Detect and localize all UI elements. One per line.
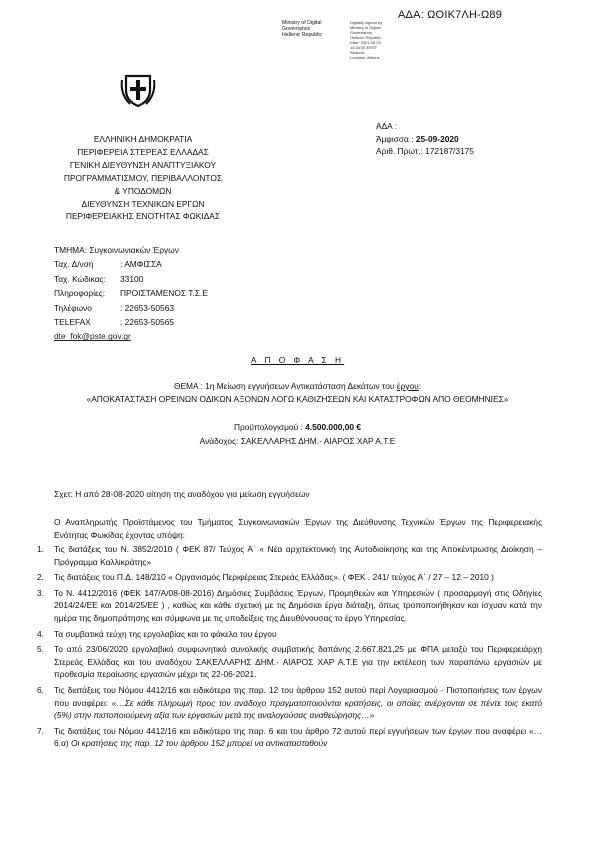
budget-value: 4.500.000,00 € — [305, 422, 362, 432]
fax-value: : 22653-50565 — [120, 317, 175, 328]
item-number: 5. — [37, 644, 44, 655]
authority-line: ΠΡΟΓΡΑΜΜΑΤΙΣΜΟΥ, ΠΕΡΙΒΑΛΛΟΝΤΟΣ — [63, 172, 223, 183]
postcode-row — [54, 272, 208, 286]
item-text: Τις διατάξεις του Νόμου 4412/16 και ειδικότερα της παρ. 12 του άρθρου 152 αυτού περί Λογαριασμού - Πιστοποιήσεις των έργων που αναφέρει: — [54, 684, 542, 708]
info-value: ΠΡΟΙΣΤΑΜΕΝΟΣ Τ.Σ.Ε — [120, 288, 208, 299]
item-text: Το από 23/06/2020 εργολαβικό συμφωνητικό συνολικής συμβατικής δαπάνης 2.667.821,25 με ΦΠΑ μεταξύ του Περιφερειάρχη Στερεάς Ελλάδας και του αναδόχου ΣΑΚΕΛΛΑΡΗΣ ΔΗΜ.- ΑΙΑΡΟΣ ΧΑΡ Α.Τ.Ε για την εκτέλεση των παραπάνω εργασιών με προθεσμία περαίωσης εργασιών μέχρι τις 22-06-2021. — [54, 644, 542, 680]
budget-block — [0, 420, 595, 448]
signature-detail-line: Ministry of Digital — [350, 25, 381, 30]
authority-line: ΔΙΕΥΘΥΝΣΗ ΤΕΧΝΙΚΩΝ ΕΡΓΩΝ — [81, 198, 205, 209]
subject-line — [0, 380, 595, 393]
item-number: 7. — [37, 725, 44, 736]
signature-detail-line: Reason: — [350, 50, 365, 55]
authority-line: ΠΕΡΙΦΕΡΕΙΑ ΣΤΕΡΕΑΣ ΕΛΛΑΔΑΣ — [77, 146, 209, 157]
signature-ministry-line: Governance — [282, 26, 311, 33]
date-row — [376, 133, 474, 146]
item-text: Τις διατάξεις του Νόμου 4412/16 και ειδικότερα της παρ. 6 και του άρθρο 72 αυτού περί εγγυήσεων των έργων που αναφέρει «…6.α) — [54, 725, 542, 749]
phone-row — [54, 301, 208, 315]
subject-prefix: ΘΕΜΑ : 1η Μείωση εγγυήσεων Αντικατάσταση Δεκάτων του — [173, 381, 397, 391]
department: ΤΜΗΜΑ: Συγκοινωνιακών Έργων — [54, 245, 179, 255]
list-item — [37, 684, 542, 722]
reference-block — [376, 120, 474, 158]
item-text: Τις διατάξεις του Π.Δ. 148/210 « Οργανισμός Περιφέρειας Στερεάς Ελλάδας». ( ΦΕΚ . 241/ τεύχος Α΄ / 27 – 12 – 2010 ) — [54, 572, 494, 583]
fax-row — [54, 315, 208, 329]
subject-block — [0, 380, 595, 405]
date-value: 25-09-2020 — [415, 133, 459, 144]
ada-stamp: ΑΔΑ: ΩΟΙΚ7ΛΗ-Ω89 — [398, 9, 503, 21]
authority-line: ΓΕΝΙΚΗ ΔΙΕΥΘΥΝΣΗ ΑΝΑΠΤΥΞΙΑΚΟΥ — [69, 159, 217, 170]
email-link[interactable]: dte_fok@pste.gov.gr — [54, 331, 131, 342]
item-number: 4. — [37, 628, 44, 639]
address-row — [54, 257, 208, 271]
reference-note: Σχετ: Η από 28-08-2020 αίτηση της αναδόχου για μείωση εγγυήσεων — [54, 489, 310, 499]
signature-detail-line: Date: 2021.06.29 — [350, 40, 381, 45]
signature-detail-line: Digitally signed by — [350, 20, 383, 25]
authority-line: ΠΕΡΙΦΕΡΕΙΑΚΗΣ ΕΝΟΤΗΤΑΣ ΦΩΚΙΔΑΣ — [65, 211, 221, 222]
ada-label: ΑΔΑ : — [376, 121, 397, 131]
date-label: Άμφισσα : — [376, 133, 416, 144]
signature-details — [350, 20, 382, 60]
intro-paragraph: Ο Αναπληρωτής Προϊστάμενος του Τμήματος Συγκοινωνιακών Έργων της Διεύθυνσης Τεχνικών Έργων της Περιφερειακής Ενότητας Φωκίδας έχοντας υπόψη: — [54, 517, 542, 540]
item-number: 6. — [37, 684, 44, 695]
subject-suffix: : — [418, 381, 422, 391]
phone-value: : 22653-50563 — [120, 302, 175, 313]
phone-label: Τηλέφωνο — [54, 302, 92, 313]
item-text: Τα συμβατικά τεύχη της εργολαβίας και το φάκελο του έργου — [54, 628, 277, 639]
contact-block — [54, 243, 208, 344]
item-number: 2. — [37, 572, 44, 583]
item-text: Το Ν. 4412/2016 (ΦΕΚ 147/Α/08-08-2016) Δημόσιες Συμβάσεις Έργων, Προμηθειών και Υπηρεσιών ( προσαρμογή στις Οδηγίες 2014/24/ΕΕ και 2014/25/ΕΕ ) , καθώς και κάθε σχετική με τις Δημόσιαι έργα διάταξη, όπως τροποποιήθηκαν και ίσχυαν κατά την ημέρα της δημοπράτησης και σύμφωνα με τις υποδείξεις της Διευθύνουσας το έργο Υπηρεσίας. — [54, 587, 542, 623]
item-number: 3. — [37, 587, 44, 598]
authority-header — [48, 133, 238, 223]
item-text: Τις διατάξεις του Ν. 3852/2010 ( ΦΕΚ 87/ Τεύχος Α΄ « Νέα αρχιτεκτονική της Αυτοδιοίκησης και της Αποκέντρωσης Διοίκηση – Πρόγραμμα Καλλικράτης» — [54, 544, 542, 567]
authority-line: ΕΛΛΗΝΙΚΗ ΔΗΜΟΚΡΑΤΙΑ — [93, 134, 193, 144]
item-number: 1. — [37, 544, 44, 554]
protocol-number: Αριθ. Πρωτ.: 172187/3175 — [376, 146, 474, 157]
info-label: Πληροφορίες: — [54, 288, 106, 299]
subject-underlined: έργου — [396, 381, 419, 391]
postcode-value: 33100 — [120, 273, 144, 284]
signature-detail-line: Governance, — [350, 30, 373, 35]
list-item — [37, 643, 542, 681]
signature-ministry-line: Hellenic Republic — [282, 32, 323, 39]
project-title: «ΑΠΟΚΑΤΑΣΤΑΣΗ ΟΡΕΙΝΩΝ ΟΔΙΚΩΝ ΑΞΟΝΩΝ ΛΟΓΩ ΚΑΘΙΖΗΣΕΩΝ ΚΑΙ ΚΑΤΑΣΤΡΟΦΩΝ ΑΠΟ ΘΕΟΜΗΝΙΕΣ» — [86, 393, 509, 404]
address-value: : ΑΜΦΙΣΣΑ — [120, 259, 162, 270]
list-item — [37, 725, 542, 750]
list-item — [37, 587, 542, 625]
info-row — [54, 286, 208, 300]
signature-ministry — [282, 20, 322, 39]
budget-row — [0, 420, 595, 434]
postcode-label: Ταχ. Κώδικας: — [54, 273, 106, 284]
signature-ministry-line: Ministry of Digital — [282, 20, 322, 26]
signature-detail-line: 16:34:55 EEST — [350, 45, 378, 50]
contractor: Ανάδοχος: ΣΑΚΕΛΛΑΡΗΣ ΔΗΜ.- ΑΙΑΡΟΣ ΧΑΡ Α.Τ.Ε — [199, 436, 396, 447]
email-row — [54, 329, 208, 343]
list-item — [37, 571, 542, 584]
authority-line: & ΥΠΟΔΟΜΩΝ — [114, 185, 172, 196]
address-label: Ταχ. Δ/νση — [54, 259, 94, 270]
budget-label: Προϋπολογισμού : — [233, 422, 306, 432]
signature-detail-line: Hellenic Republic — [350, 35, 381, 40]
greek-coat-of-arms-icon — [120, 70, 156, 108]
document-title: Α Π Ο Φ Α Σ Η — [250, 355, 345, 365]
considerations-list — [37, 543, 542, 753]
fax-label: TELEFAX — [54, 317, 91, 328]
signature-detail-line: Location: Athens — [350, 55, 380, 60]
item-quote: Οι κρατήσεις της παρ. 12 του άρθρου 152 μπορεί να αντικατασταθούν — [70, 738, 328, 749]
list-item — [37, 628, 542, 641]
item-quote: «…Σε κάθε πληρωμή προς τον ανάδοχο πραγματοποιούνται κρατήσεις, οι οποίες ανέρχονται σε πέντε τοις εκατό (5%) στην πιστοποιούμενη αξία των εργασιών μετά της αναλογούσας αναθεώρησης…» — [54, 697, 542, 721]
list-item — [37, 543, 542, 568]
